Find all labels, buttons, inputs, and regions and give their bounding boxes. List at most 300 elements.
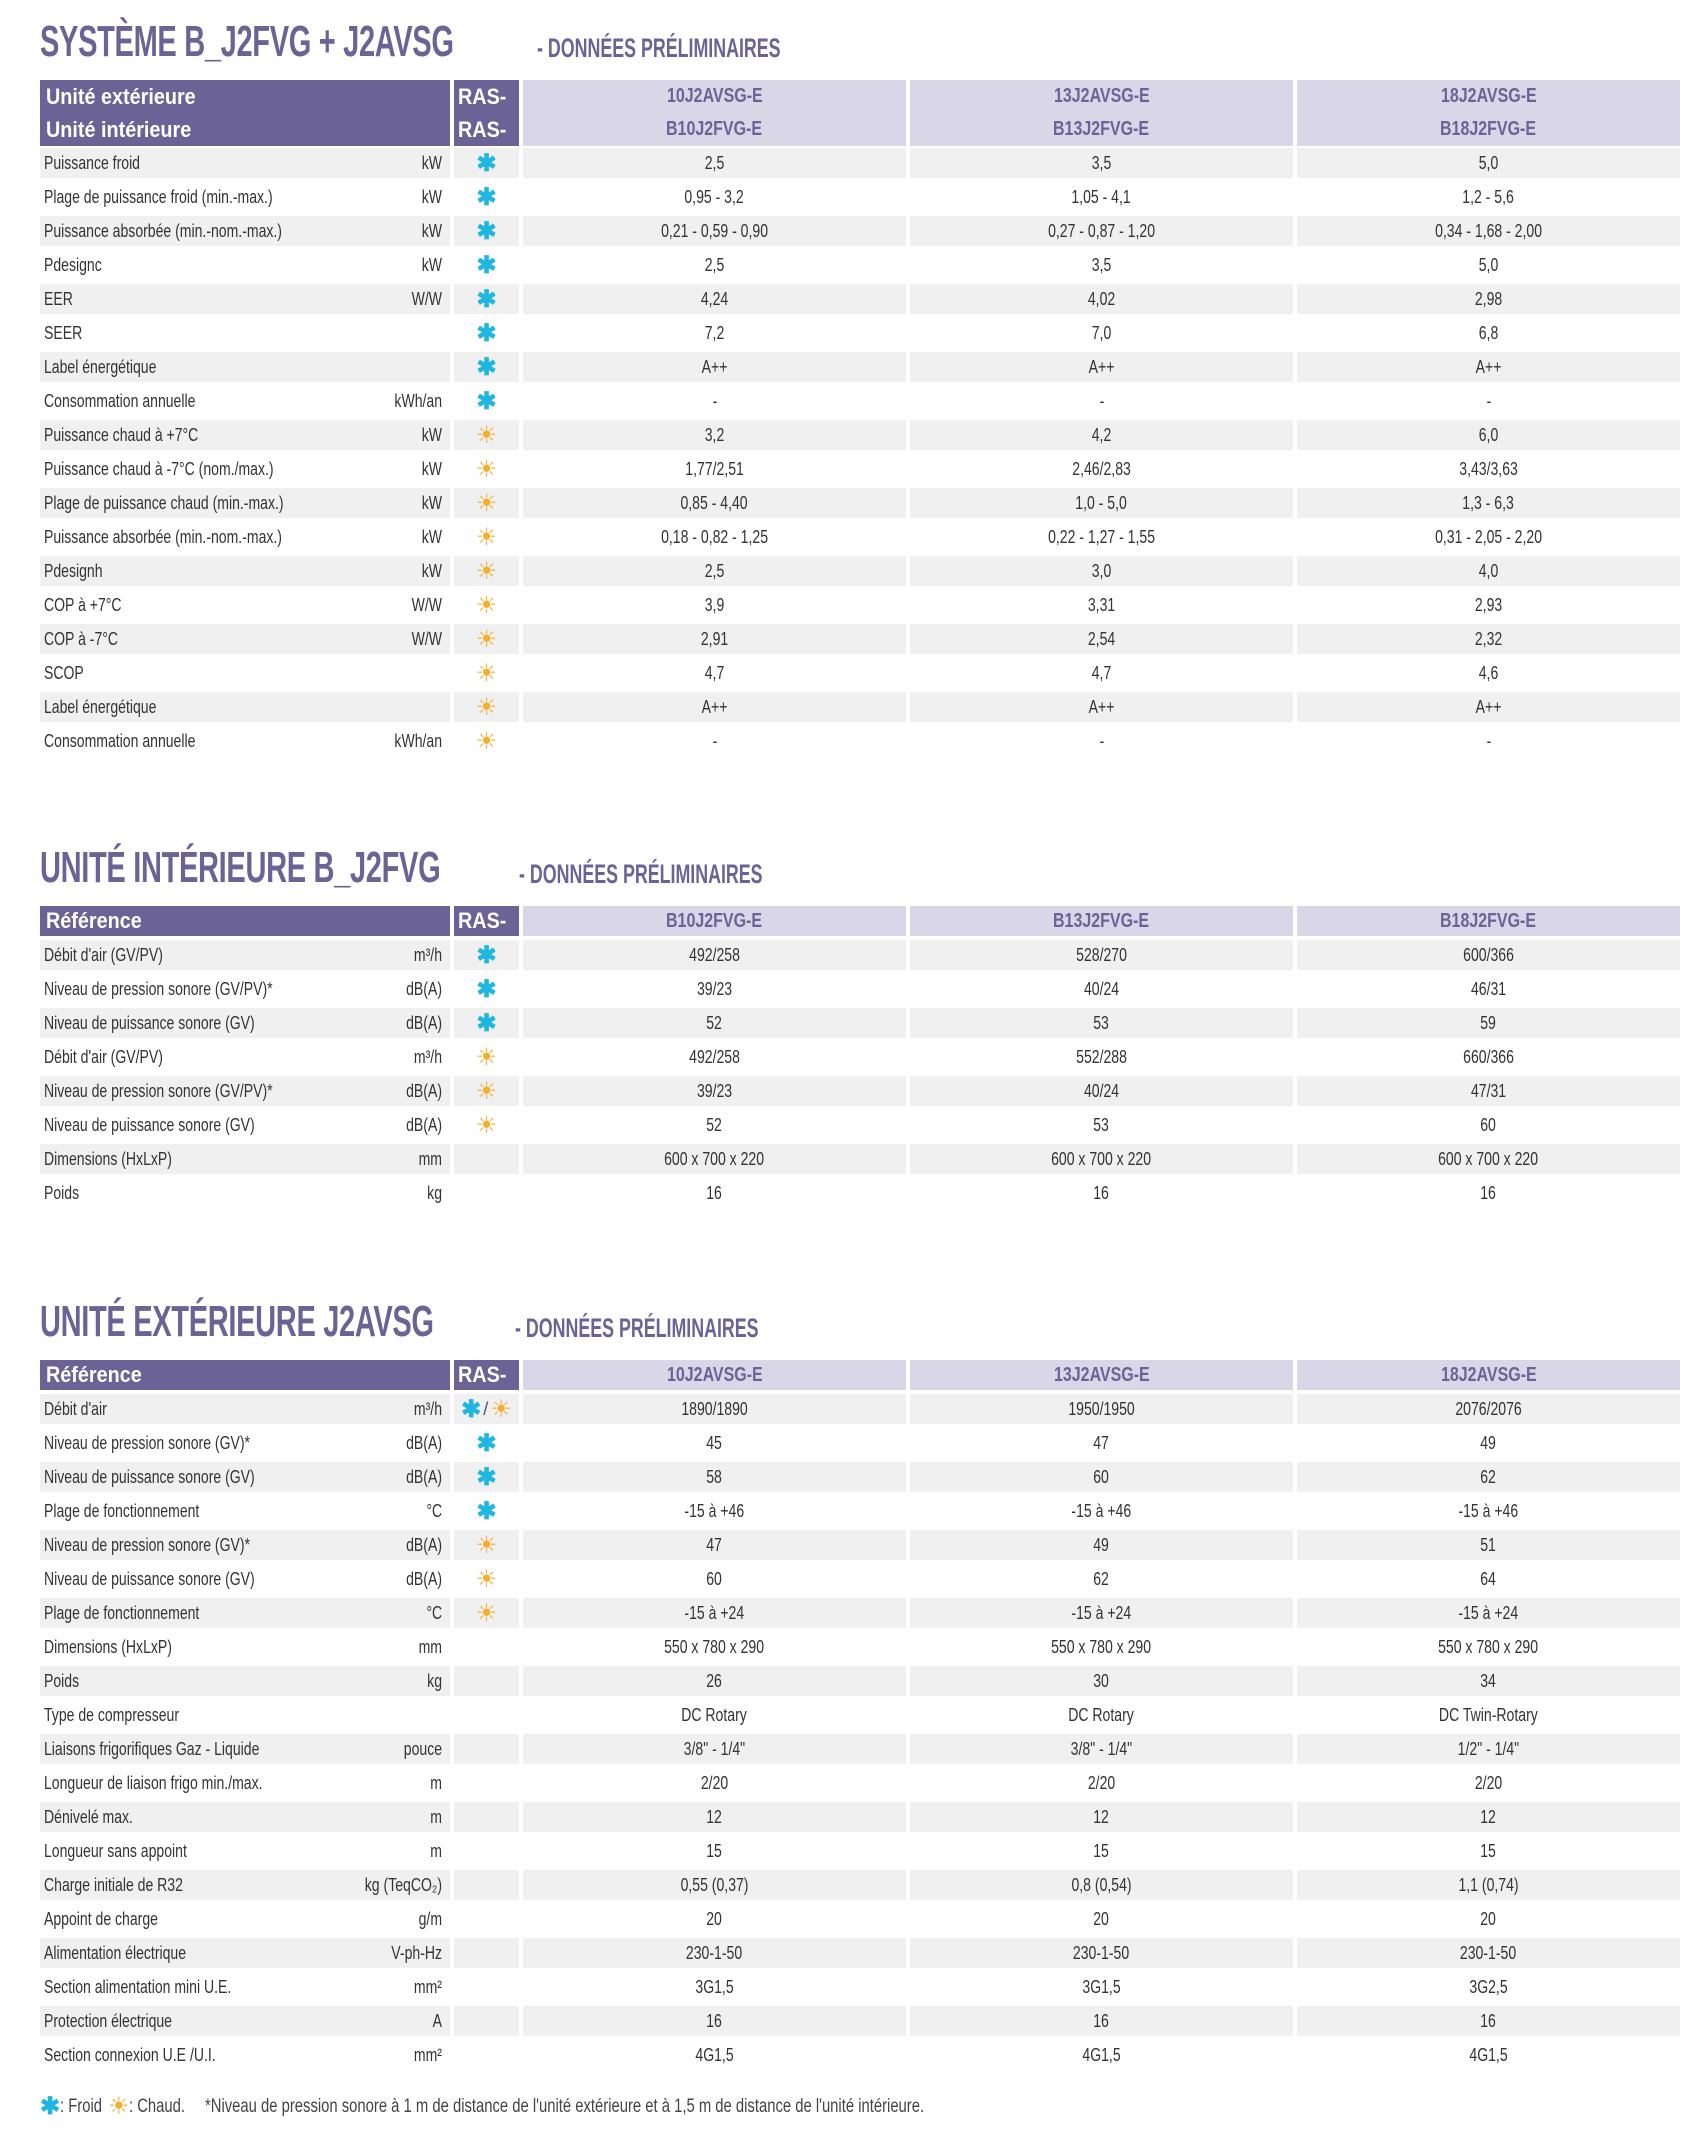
table-row [40,1902,1672,1936]
row-unit: W/W [411,594,442,615]
model-column-header [523,80,906,146]
value-cell [910,1972,1293,2002]
row-label: Puissance froid [44,152,141,173]
row-label: Liaisons frigorifiques Gaz - Liquide [44,1738,260,1759]
cell-value: 3,2 [704,424,725,445]
sun-icon: ☀ [475,523,498,551]
snowflake-icon: ✱ [476,251,497,279]
value-cell [1297,1564,1680,1594]
mode-cell [454,556,519,586]
table-header [40,78,1672,146]
table-header [40,1358,1672,1392]
mode-cell [454,488,519,518]
cell-value: 3G2,5 [1469,1976,1508,1997]
cell-value: 1890/1890 [681,1398,748,1419]
cell-value: 7,2 [704,322,725,343]
row-label: Consommation annuelle [44,390,196,411]
value-cell [910,1938,1293,1968]
value-cell [523,1530,906,1560]
value-cell [910,284,1293,314]
value-cell [910,1632,1293,1662]
snowflake-icon: ✱ [476,1009,497,1037]
value-cell [523,1042,906,1072]
cell-value: 4,0 [1478,560,1499,581]
cell-value: 62 [1093,1568,1110,1589]
mode-cell [454,1802,519,1832]
value-cell [523,216,906,246]
sun-icon: ☀ [475,727,498,755]
mode-cell [454,1008,519,1038]
table-row [40,316,1672,350]
sun-icon: ☀ [475,1043,498,1071]
value-cell [1297,1870,1680,1900]
sun-icon: ☀ [475,421,498,449]
value-cell [910,1700,1293,1730]
value-cell [1297,420,1680,450]
value-cell [523,1394,906,1424]
value-cell [523,2006,906,2036]
value-cell [910,2006,1293,2036]
row-label-cell [40,726,450,756]
row-unit: °C [426,1602,442,1623]
cell-value: 20 [1480,1908,1497,1929]
row-unit: W/W [411,628,442,649]
row-label: Section connexion U.E /U.I. [44,2044,216,2065]
sun-icon: ☀ [107,2093,130,2120]
cell-value: 40/24 [1083,1080,1120,1101]
value-cell [1297,1904,1680,1934]
footer-legend [40,2092,1127,2121]
row-unit: kW [421,560,442,581]
value-cell [523,658,906,688]
value-cell [1297,1836,1680,1866]
value-cell [910,1598,1293,1628]
mode-cell [454,1144,519,1174]
row-unit: mm² [413,2044,442,2065]
value-cell [1297,556,1680,586]
value-cell [910,454,1293,484]
value-cell [910,1110,1293,1140]
value-cell [1297,216,1680,246]
value-cell [1297,2006,1680,2036]
cell-value: 53 [1093,1012,1110,1033]
mode-cell [454,386,519,416]
table-row [40,1142,1672,1176]
cell-value: 52 [706,1114,723,1135]
row-label: Type de compresseur [44,1704,180,1725]
row-label: EER [44,288,73,309]
cell-value: 4,7 [704,662,725,683]
model-column-header: 13J2AVSG-E [910,1360,1293,1390]
sun-icon: ☀ [475,625,498,653]
row-label: Plage de puissance chaud (min.-max.) [44,492,284,513]
cell-value: 26 [706,1670,723,1691]
row-label-cell [40,1394,450,1424]
row-unit: kWh/an [394,390,442,411]
cell-value: 4G1,5 [1082,2044,1121,2065]
cell-value: 60 [1093,1466,1110,1487]
row-unit: kW [421,526,442,547]
row-label: Puissance chaud à -7°C (nom./max.) [44,458,274,479]
table-row [40,938,1672,972]
row-label-cell [40,692,450,722]
cell-value: - [1486,390,1491,411]
value-cell [523,1870,906,1900]
mode-cell [454,522,519,552]
value-cell [1297,1530,1680,1560]
header-indoor-label: Unité intérieure [46,116,192,142]
table-row [40,1732,1672,1766]
value-cell [523,1972,906,2002]
value-cell [523,1076,906,1106]
row-unit: V-ph-Hz [391,1942,442,1963]
row-unit: dB(A) [406,1432,442,1453]
row-label-cell [40,250,450,280]
cell-value: 2/20 [1087,1772,1116,1793]
mode-cell [454,974,519,1004]
row-label: Label énergétique [44,356,157,377]
header-reference-label: Référence [40,1360,450,1390]
value-cell [523,1008,906,1038]
row-unit: dB(A) [406,1080,442,1101]
cell-value: 15 [706,1840,723,1861]
header-prefixes [454,80,519,146]
value-cell [1297,1008,1680,1038]
value-cell [1297,940,1680,970]
table-row [40,622,1672,656]
value-cell [910,1564,1293,1594]
value-cell [1297,1076,1680,1106]
cell-value: DC Rotary [681,1704,748,1725]
cell-value: 2/20 [1474,1772,1503,1793]
cell-value: -15 à +46 [1458,1500,1519,1521]
value-cell [523,940,906,970]
cell-value: 7,0 [1091,322,1112,343]
value-cell [910,2040,1293,2070]
cell-value: 3,5 [1091,152,1112,173]
mode-cell [454,1938,519,1968]
cell-value: 2,93 [1474,594,1503,615]
mode-cell [454,1904,519,1934]
cell-value: -15 à +24 [1071,1602,1132,1623]
header-prefix: RAS- [458,116,507,142]
cell-value: 16 [706,1182,723,1203]
row-label: Longueur de liaison frigo min./max. [44,1772,263,1793]
table-row [40,486,1672,520]
value-cell [1297,1110,1680,1140]
value-cell [910,726,1293,756]
row-label: Niveau de pression sonore (GV)* [44,1432,251,1453]
cell-value: 15 [1480,1840,1497,1861]
table-row [40,1426,1672,1460]
table-row [40,248,1672,282]
cell-value: 2,5 [704,560,725,581]
row-label: Dimensions (HxLxP) [44,1148,172,1169]
row-label-cell [40,1666,450,1696]
cell-value: 2,91 [700,628,729,649]
value-cell [910,1076,1293,1106]
cell-value: 5,0 [1478,254,1499,275]
value-cell [1297,2040,1680,2070]
table-row [40,1460,1672,1494]
table-row [40,418,1672,452]
cell-value: 40/24 [1083,978,1120,999]
cell-value: 0,34 - 1,68 - 2,00 [1435,220,1542,241]
row-label: Pdesignc [44,254,102,275]
value-cell [523,420,906,450]
row-label-cell [40,1972,450,2002]
model-indoor: B10J2FVG-E [666,118,763,140]
table-body [40,146,1672,758]
row-label-cell [40,1700,450,1730]
value-cell [523,1666,906,1696]
cell-value: 51 [1480,1534,1497,1555]
row-label: Charge initiale de R32 [44,1874,183,1895]
value-cell [1297,1972,1680,2002]
cell-value: 550 x 780 x 290 [664,1636,765,1657]
value-cell [1297,1632,1680,1662]
value-cell [523,386,906,416]
value-cell [523,454,906,484]
value-cell [523,1564,906,1594]
row-label-cell [40,1496,450,1526]
row-unit: dB(A) [406,1568,442,1589]
cell-value: DC Rotary [1068,1704,1135,1725]
value-cell [1297,624,1680,654]
table-row [40,1176,1672,1210]
row-label: Débit d'air [44,1398,107,1419]
sun-icon: ☀ [475,659,498,687]
table-row [40,1040,1672,1074]
row-unit: kW [421,186,442,207]
row-unit: °C [426,1500,442,1521]
value-cell [910,1042,1293,1072]
cell-value: - [712,390,717,411]
value-cell [523,1144,906,1174]
row-label: SEER [44,322,83,343]
legend-hot-label: : Chaud. [129,2095,186,2117]
row-label-cell [40,1428,450,1458]
mode-cell [454,658,519,688]
model-indoor: B18J2FVG-E [1440,118,1537,140]
row-label-cell [40,1768,450,1798]
row-label: COP à +7°C [44,594,122,615]
table-row [40,1630,1672,1664]
row-unit: kg (TeqCO₂) [364,1874,442,1895]
cell-value: 4G1,5 [695,2044,734,2065]
sun-icon: ☀ [490,1395,512,1423]
value-cell [910,658,1293,688]
value-cell [1297,1700,1680,1730]
cell-value: 6,8 [1478,322,1499,343]
cell-value: - [1486,730,1491,751]
cell-value: 600 x 700 x 220 [664,1148,765,1169]
value-cell [523,318,906,348]
value-cell [1297,1938,1680,1968]
cell-value: 0,22 - 1,27 - 1,55 [1048,526,1155,547]
cell-value: 46/31 [1470,978,1507,999]
row-unit: m [430,1806,442,1827]
cell-value: 600 x 700 x 220 [1438,1148,1539,1169]
model-outdoor: 13J2AVSG-E [1053,85,1150,107]
mode-cell [454,250,519,280]
mode-cell [454,318,519,348]
value-cell [523,522,906,552]
value-cell [910,624,1293,654]
mode-cell [454,1598,519,1628]
cell-value: 0,55 (0,37) [680,1874,749,1895]
cell-value: 64 [1480,1568,1497,1589]
table-row [40,2038,1672,2072]
row-unit: kW [421,492,442,513]
value-cell [910,488,1293,518]
value-cell [910,1666,1293,1696]
value-cell [1297,974,1680,1004]
system-table [40,78,1672,758]
value-cell [910,556,1293,586]
value-cell [910,1768,1293,1798]
cell-value: 1,1 (0,74) [1458,1874,1519,1895]
row-unit: m³/h [413,1398,442,1419]
cell-value: - [712,730,717,751]
table-row [40,2004,1672,2038]
row-label-cell [40,624,450,654]
mode-cell [454,1700,519,1730]
snowflake-icon: ✱ [476,217,497,245]
value-cell [910,1836,1293,1866]
snowflake-icon: ✱ [476,941,497,969]
section-title-main: UNITÉ EXTÉRIEURE J2AVSG [40,1297,434,1346]
row-label: Niveau de puissance sonore (GV) [44,1012,255,1033]
value-cell [910,590,1293,620]
value-cell [523,1802,906,1832]
row-label-cell [40,940,450,970]
row-label: Poids [44,1182,80,1203]
value-cell [910,216,1293,246]
mode-cell [454,1110,519,1140]
table-row [40,1800,1672,1834]
value-cell [523,556,906,586]
cell-value: 600/366 [1463,944,1514,965]
cell-value: 5,0 [1478,152,1499,173]
cell-value: 552/288 [1076,1046,1127,1067]
value-cell [1297,1734,1680,1764]
section-title-main: SYSTÈME B_J2FVG + J2AVSG [40,17,454,66]
value-cell [523,1496,906,1526]
sun-icon: ☀ [475,489,498,517]
row-label: Niveau de puissance sonore (GV) [44,1114,255,1135]
row-unit: kW [421,254,442,275]
cell-value: 3,9 [704,594,725,615]
cell-value: 39/23 [696,978,733,999]
table-row [40,350,1672,384]
value-cell [1297,352,1680,382]
section-title-sub: - DONNÉES PRÉLIMINAIRES [514,1313,759,1343]
value-cell [1297,148,1680,178]
table-row [40,1006,1672,1040]
cell-value: 39/23 [696,1080,733,1101]
row-label: Protection électrique [44,2010,172,2031]
row-unit: dB(A) [406,1466,442,1487]
model-column-header: B13J2FVG-E [910,906,1293,936]
row-label: Appoint de charge [44,1908,158,1929]
value-cell [1297,522,1680,552]
value-cell [1297,1042,1680,1072]
row-label-cell [40,318,450,348]
cell-value: 16 [1093,1182,1110,1203]
row-label-cell [40,420,450,450]
mode-cell [454,454,519,484]
value-cell [1297,1598,1680,1628]
value-cell [910,352,1293,382]
section-title-main: UNITÉ INTÉRIEURE B_J2FVG [40,843,441,892]
row-label-cell [40,1904,450,1934]
mode-cell [454,1042,519,1072]
row-label-cell [40,1632,450,1662]
cell-value: 4,2 [1091,424,1112,445]
mode-cell [454,1530,519,1560]
row-label: Niveau de pression sonore (GV/PV)* [44,1080,273,1101]
snowflake-icon: ✱ [461,1395,482,1423]
model-column-header: B18J2FVG-E [1297,906,1680,936]
cell-value: 52 [706,1012,723,1033]
model-column-header: 10J2AVSG-E [523,1360,906,1390]
header-prefix: RAS- [454,1360,519,1390]
cell-value: A++ [701,696,728,717]
cell-value: 47 [706,1534,723,1555]
cell-value: 3G1,5 [695,1976,734,1997]
value-cell [1297,1394,1680,1424]
cell-value: 4,02 [1087,288,1116,309]
cell-value: 4,24 [700,288,729,309]
value-cell [523,1768,906,1798]
value-cell [910,250,1293,280]
cell-value: 3,31 [1087,594,1116,615]
row-unit: kW [421,152,442,173]
row-label-cell [40,182,450,212]
cell-value: 3,0 [1091,560,1112,581]
row-unit: m³/h [413,1046,442,1067]
value-cell [1297,692,1680,722]
row-unit: A [432,2010,442,2031]
sun-icon: ☀ [475,557,498,585]
sun-icon: ☀ [475,1565,498,1593]
cell-value: 1,77/2,51 [685,458,744,479]
mode-cell [454,940,519,970]
cell-value: 230-1-50 [1460,1942,1517,1963]
header-outdoor-label: Unité extérieure [46,83,196,109]
row-label-cell [40,1110,450,1140]
value-cell [910,420,1293,450]
value-cell [523,352,906,382]
row-label-cell [40,590,450,620]
cell-value: A++ [1088,696,1115,717]
row-unit: m³/h [413,944,442,965]
cell-value: 1,2 - 5,6 [1462,186,1515,207]
outdoor-unit-section [40,1280,1672,2072]
row-label-cell [40,1598,450,1628]
value-cell [1297,1802,1680,1832]
cell-value: 1,05 - 4,1 [1071,186,1132,207]
table-row [40,384,1672,418]
mode-cell [454,1870,519,1900]
table-row [40,1868,1672,1902]
mode-cell [454,1496,519,1526]
table-row [40,1494,1672,1528]
mode-cell [454,1564,519,1594]
value-cell [1297,590,1680,620]
row-label-cell [40,386,450,416]
